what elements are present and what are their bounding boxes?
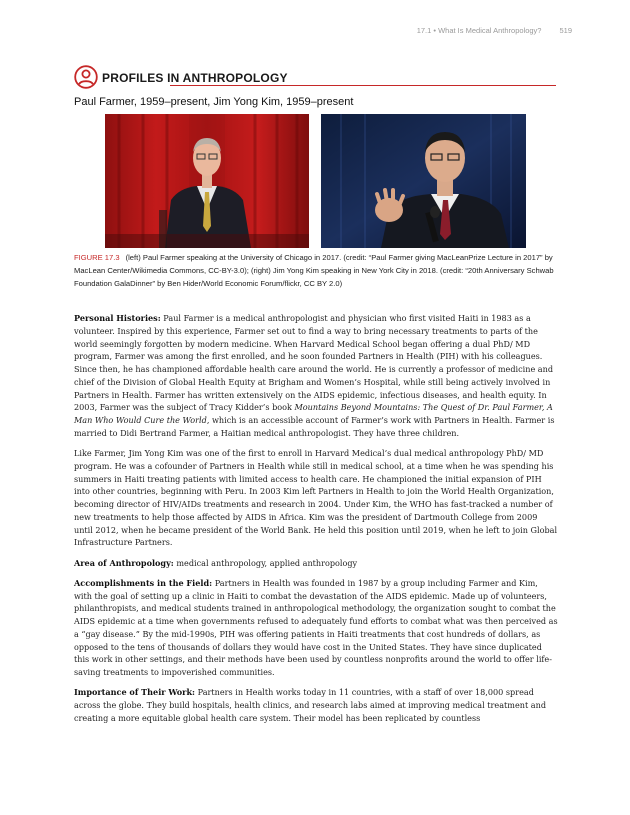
profile-body	[74, 312, 558, 732]
profile-title: PROFILES IN ANTHROPOLOGY	[102, 71, 288, 85]
figure-caption	[74, 252, 558, 291]
personal-histories-text-1: Paul Farmer is a medical anthropologist and physician who first visited Haiti in 1983 as a volunteer. Inspired by this experience, Farmer set out to find a way to bring necessary treatments to parts of the world seemingly forgotten by modern medicine. When Harvard Medical School began offering a dual PhD/ MD program, Farmer was among the first enrolled, and he soon founded Partners in Health (PIH) with his colleagues. Since then, he has championed affordable health care around the world. He is currently a professor of medicine and chief of the Division of Global Health Equity at Brigham and Women’s Hospital, while still being actively involved in Partners in Health. Farmer has written extensively on the AIDS epidemic, infectious diseases, and health equity. In 2003, Farmer was the subject of Tracy Kidder’s book	[74, 313, 554, 413]
personal-histories-heading: Personal Histories:	[74, 313, 161, 323]
importance-heading: Importance of Their Work:	[74, 687, 196, 698]
personal-histories-text-2: , which is an accessible account of Farmer’s work with Partners in Health. Farmer is married to Didi Bertrand Farmer, a Haitian medical anthropologist. They have three children.	[74, 415, 555, 438]
accomplishments-text: Partners in Health was founded in 1987 by a group including Farmer and Kim, with the goal of setting up a clinic in Haiti to combat the devastation of the AIDS epidemic. Made up of volunteers, philanthropists, and medical students trained in anthropological methodology, the organization sought to combat the AIDS epidemic at a time when governments refused to adequately fund efforts to combat what was then perceived as a “gay disease.” By the mid-1990s, PIH was offering patients in Haiti treatments that cost hundreds of dollars, as opposed to the tens of thousands of dollars they would have cost in the United States. They have since duplicated this work in other settings, and their methods have been used by countless nonprofits around the world to offer life-saving treatments to impoverished communities.	[74, 577, 558, 677]
area-heading: Area of Anthropology:	[74, 557, 174, 568]
accomplishments-heading: Accomplishments in the Field:	[74, 577, 213, 588]
figure-label: FIGURE 17.3	[74, 253, 120, 262]
book-title: Mountains Beyond Mountains: The Quest of Dr. Paul Farmer, A Man Who Would Cure the World	[74, 402, 553, 425]
accomplishments-paragraph	[74, 577, 558, 679]
page-number: 519	[559, 26, 572, 35]
area-text: medical anthropology, applied anthropology	[173, 557, 358, 568]
photo-paul-farmer	[105, 114, 309, 248]
person-profile-icon	[74, 65, 98, 89]
personal-histories-paragraph	[74, 312, 558, 440]
kim-paragraph: Like Farmer, Jim Yong Kim was one of the first to enroll in Harvard Medical’s dual medical anthropology PhD/ MD program. He was a cofounder of Partners in Health while still in medical school, at a time when he was spending his summers in Haiti treating patients with limited access to health care. He championed the initial expansion of PIH into other countries, beginning with Peru. In 2003 Kim left Partners in Health to join the World Health Organization, becoming director of HIV/AIDs treatments and research in 2004. Under Kim, the WHO has fast-tracked a number of new treatments to help those affected by AIDS in Africa. Kim was the president of Dartmouth College from 2009 until 2012, when he became president of the World Bank. He held this position until 2019, when he left to join Global Infrastructure Partners.	[74, 448, 558, 548]
section-title: 17.1 • What Is Medical Anthropology?	[416, 26, 542, 35]
heading-rule	[170, 85, 556, 87]
figure-caption-text: (left) Paul Farmer speaking at the University of Chicago in 2017. (credit: “Paul Farmer giving MacLeanPrize Lecture in 2017” by MacLean Center/Wikimedia Commons, CC-BY-3.0); (right) Jim Yong Kim speaking in New York City in 2018. (credit: “20th Anniversary Schwab Foundation GalaDinner” by Ben Hider/World Economic Forum/flickr, CC BY 2.0)	[74, 253, 554, 288]
profile-heading	[74, 66, 556, 88]
importance-paragraph	[74, 686, 558, 724]
running-header	[417, 26, 572, 35]
area-paragraph	[74, 557, 558, 570]
importance-text: Partners in Health works today in 11 countries, with a staff of over 18,000 spread across the globe. They build hospitals, health clinics, and research labs aimed at improving medical treatment and creating a more equitable global health care system. Their model has been replicated by countless	[74, 687, 547, 723]
photo-jim-yong-kim	[321, 114, 526, 248]
profile-subtitle: Paul Farmer, 1959–present, Jim Yong Kim, 1959–present	[74, 96, 354, 108]
